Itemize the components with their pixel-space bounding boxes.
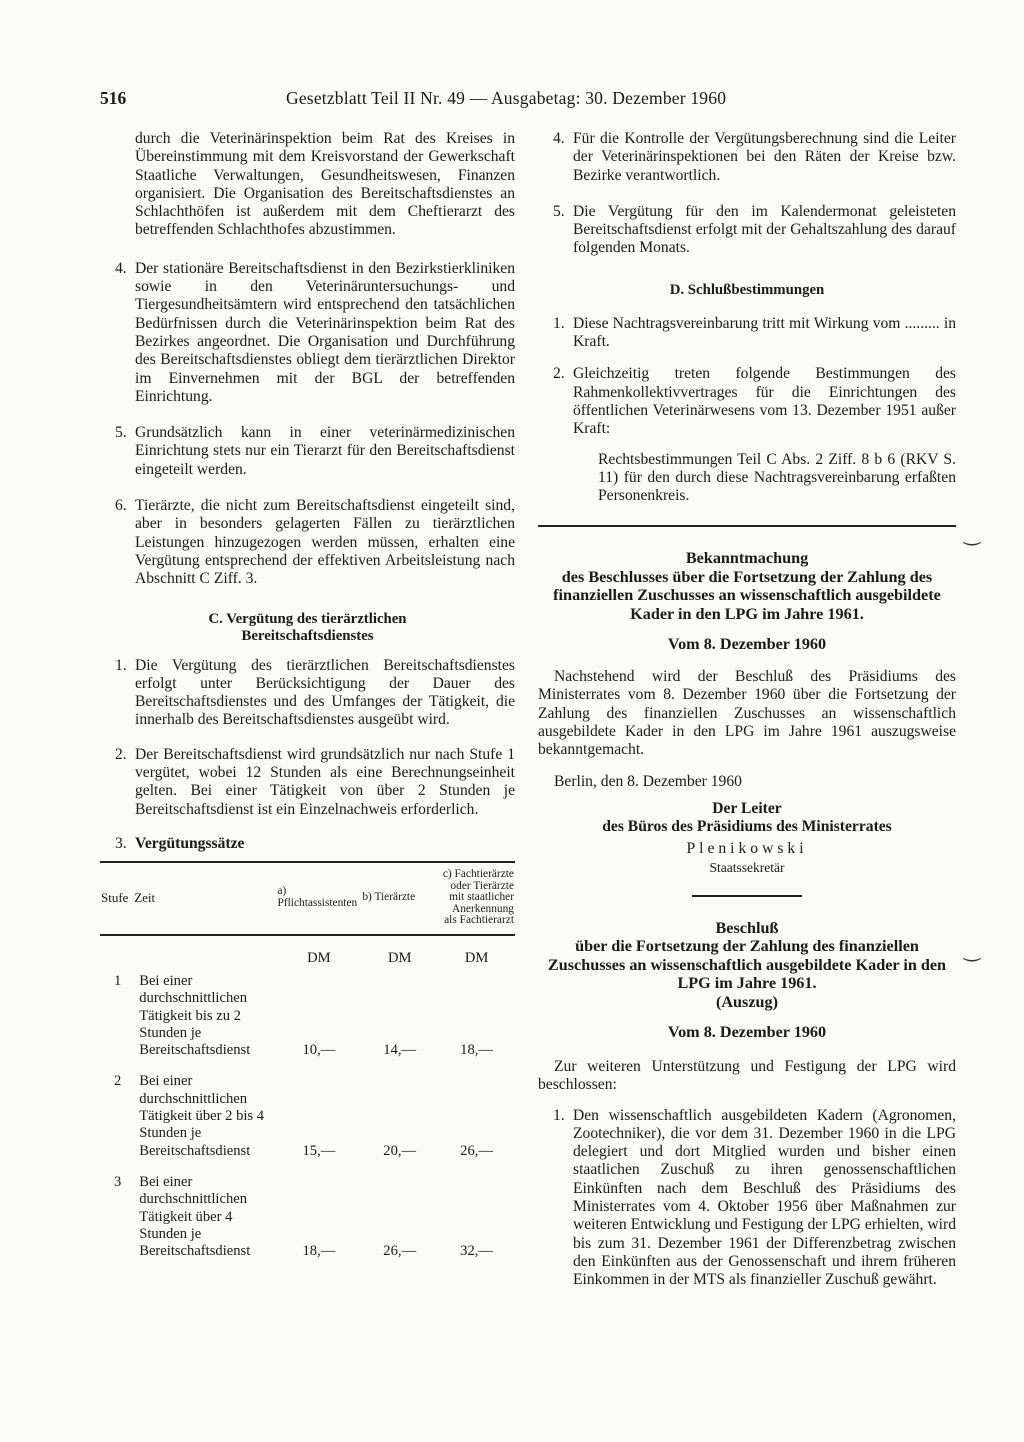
list-item (100, 835, 515, 853)
list-item (100, 746, 515, 819)
running-title: Gesetzblatt Teil II Nr. 49 — Ausgabetag: 30. Dezember 1960 (286, 88, 727, 108)
unit-label: DM (387, 949, 412, 966)
col-header-zeit: Zeit (134, 890, 156, 906)
cell-a: 15,— (302, 1142, 336, 1159)
table-row (100, 1073, 515, 1173)
cell-stufe: 1 (114, 973, 122, 989)
cell-a: 10,— (302, 1042, 336, 1059)
signer-title: Staatssekretär (709, 859, 785, 875)
margin-mark: ‿ (964, 940, 981, 962)
section-heading-line: Bereitschaftsdienstes (241, 627, 374, 644)
cell-c: 26,— (460, 1142, 493, 1159)
item-text: Vergütungssätze (135, 834, 245, 852)
item-text: Grundsätzlich kann in einer veterinärmedizinischen Einrichtung stets nur ein Tierarzt für den Bereitschaftsdienst eingeteilt werden. (135, 424, 515, 478)
cell-a: 18,— (302, 1243, 336, 1260)
item-number: 2. (553, 365, 565, 383)
item-text: Der stationäre Bereitschaftsdienst in den Bezirkstierkliniken sowie in den Veterinäruntersuchungs- und Tiergesundheitsämtern wird entsprechend den tatsächlichen Bedürfnissen durch die Veterinärinspektion beim Rat des Bezirkes angeordnet. Die Organisation und Durchführung des Bereitschaftsdienstes obliegt dem tierärztlichen Direktor im Einvernehmen mit der BGL der betreffenden Einrichtung. (135, 259, 515, 405)
short-divider (692, 895, 802, 897)
col-header-a: a) Pflichtassistenten (277, 885, 358, 909)
cell-zeit: Bei einer durchschnittlichen Tätigkeit über 4 Stunden je Bereitschaftsdienst (139, 1173, 251, 1260)
list-item (538, 1107, 956, 1290)
signature-block (538, 800, 956, 877)
item-number: 1. (553, 314, 565, 332)
list-item (100, 657, 515, 730)
table-header-row (100, 862, 515, 935)
cell-zeit: Bei einer durchschnittlichen Tätigkeit bis zu 2 Stunden je Bereitschaftsdienst (139, 973, 251, 1059)
list-item (100, 424, 515, 479)
announcement-subtitle: des Beschlusses über die Fortsetzung der Zahlung des finanziellen Zuschusses an wissenschaftlich ausgebildete Kader in den LPG im Jahre 1961. (553, 567, 941, 623)
cell-c: 32,— (460, 1243, 493, 1260)
announcement-title: Bekanntmachung (685, 549, 809, 568)
item-text: Die Vergütung für den im Kalendermonat geleisteten Bereitschaftsdienst erfolgt mit der Gehaltszahlung des darauf folgenden Monats. (573, 202, 956, 257)
cell-zeit: Bei einer durchschnittlichen Tätigkeit über 2 bis 4 Stunden je Bereitschaftsdienst (139, 1073, 265, 1159)
decision-intro: Zur weiteren Unterstützung und Festigung der LPG wird beschlossen: (538, 1057, 956, 1094)
decision-extract-label: (Auszug) (715, 992, 779, 1011)
quoted-provision: Rechtsbestimmungen Teil C Abs. 2 Ziff. 8 b 6 (RKV S. 11) für den durch diese Nachtragsvereinbarung erfaßten Personenkreis. (598, 450, 956, 505)
item-number: 1. (553, 1106, 565, 1124)
cell-b: 26,— (383, 1243, 417, 1260)
announcement-heading (538, 549, 956, 623)
item-text: Gleichzeitig treten folgende Bestimmungen des Rahmenkollektivvertrages für die Einrichtungen des öffentlichen Veterinärwesens vom 13. Dezember 1951 außer Kraft: (573, 365, 956, 438)
margin-mark: ‿ (964, 524, 981, 546)
item-text: Den wissenschaftlich ausgebildeten Kadern (Agronomen, Zootechniker), die vor dem 31. Dezember 1960 in die LPG delegiert und dort Mitglied wurden und bisher einen staatlichen Zuschuß zu ihren genossenschaftlichen Einkünften nach dem Beschluß des Präsidiums des Ministerrates vom 4. Oktober 1956 über Maßnahmen zur weiteren Entwicklung und Festigung der LPG erhielten, wird bis zum 31. Dezember 1961 der Differenzbetrag zwischen den Einkünften aus der Genossenschaft und ihrem früheren Einkommen in der MTS als finanzieller Zuschuß gewährt. (573, 1106, 956, 1289)
col-header-b: b) Tierärzte (362, 891, 416, 904)
page-header (100, 88, 970, 112)
item-number: 5. (115, 424, 127, 442)
section-heading-line: C. Vergütung des tierärztlichen (208, 610, 407, 627)
col-header-stufe: Stufe (101, 890, 129, 906)
section-heading-c (100, 611, 515, 645)
rates-table (100, 861, 515, 1274)
unit-label: DM (464, 949, 489, 966)
paragraph-continuation: durch die Veterinärinspektion beim Rat des Kreises in Übereinstimmung mit dem Kreisvorstand der Gewerkschaft Staatliche Verwaltungen, Gesundheitswesen, Finanzen organisiert. Die Organisation des Bereitschaftsdienstes an Schlachthöfen ist außerdem mit dem Cheftierarzt des betreffenden Schlachthofes abzustimmen. (135, 130, 515, 239)
table-row (100, 973, 515, 1073)
list-item (538, 315, 956, 352)
signer-role-line2: des Büros des Präsidiums des Ministerrates (602, 818, 892, 836)
left-column (100, 130, 515, 1274)
item-text: Tierärzte, die nicht zum Bereitschaftsdienst eingeteilt sind, aber in besonders gelagerten Fällen zu tierärztlichen Leistungen hinzugezogen werden müssen, erhalten eine Vergütung entsprechend der effektiven Arbeitsleistung nach Abschnitt C Ziff. 3. (135, 497, 515, 588)
item-number: 3. (115, 834, 127, 852)
cell-c: 18,— (460, 1042, 493, 1059)
item-number: 4. (553, 130, 565, 147)
cell-stufe: 3 (114, 1173, 122, 1190)
item-text: Für die Kontrolle der Vergütungsberechnung sind die Leiter der Veterinärinspektionen bei den Räten der Kreise bzw. Bezirke verantwortlich. (573, 130, 956, 184)
cell-b: 20,— (383, 1142, 417, 1159)
page-number: 516 (100, 88, 127, 108)
decision-title: Beschluß (715, 918, 779, 937)
item-number: 5. (553, 202, 565, 220)
announcement-date: Vom 8. Dezember 1960 (667, 635, 827, 654)
decision-date: Vom 8. Dezember 1960 (667, 1023, 827, 1042)
col-header-c: c) Fachtierärzte oder Tierärzte mit staatlicher Anerkennung als Fachtierarzt (442, 868, 514, 927)
item-text: Der Bereitschaftsdienst wird grundsätzlich nur nach Stufe 1 vergütet, wobei 12 Stunden als eine Berechnungseinheit gelten. Bei einer Tätigkeit von über 2 Stunden je Bereitschaftsdienst ist ein Einzelnachweis erforderlich. (135, 745, 515, 818)
table-row (100, 1174, 515, 1274)
announcement-body: Nachstehend wird der Beschluß des Präsidiums des Ministerrates vom 8. Dezember 1960 über die Fortsetzung der Zahlung des finanziellen Zuschusses an wissenschaftlich ausgebildete Kader in den LPG im Jahre 1961 auszugsweise bekanntgemacht. (538, 667, 956, 759)
item-number: 4. (115, 259, 127, 277)
decision-subtitle: über die Fortsetzung der Zahlung des finanziellen Zuschusses an wissenschaftlich ausgebildete Kader in den LPG im Jahre 1961. (547, 937, 947, 993)
item-number: 6. (115, 497, 127, 515)
right-column (538, 130, 956, 1302)
list-item (538, 203, 956, 258)
list-item (538, 365, 956, 438)
item-text: Diese Nachtragsvereinbarung tritt mit Wirkung vom ......... in Kraft. (573, 314, 956, 351)
list-item (100, 497, 515, 588)
section-divider (538, 525, 956, 527)
item-text: Die Vergütung des tierärztlichen Bereitschaftsdienstes erfolgt unter Berücksichtigung der Dauer des Bereitschaftsdienstes und des Umfanges der Tätigkeit, die innerhalb des Bereitschaftsdienstes ausgeübt wird. (135, 656, 515, 729)
decision-heading (538, 919, 956, 1012)
cell-b: 14,— (383, 1042, 417, 1059)
signer-name: Plenikowski (686, 840, 808, 858)
cell-stufe: 2 (114, 1073, 122, 1090)
list-item (538, 130, 956, 185)
section-heading-d: D. Schlußbestimmungen (669, 281, 825, 298)
list-item (100, 260, 515, 406)
item-number: 2. (115, 745, 127, 763)
signer-role: Der Leiter (712, 799, 782, 817)
item-number: 1. (115, 656, 127, 674)
units-row (100, 935, 515, 973)
place-date: Berlin, den 8. Dezember 1960 (554, 773, 742, 791)
unit-label: DM (307, 949, 331, 966)
